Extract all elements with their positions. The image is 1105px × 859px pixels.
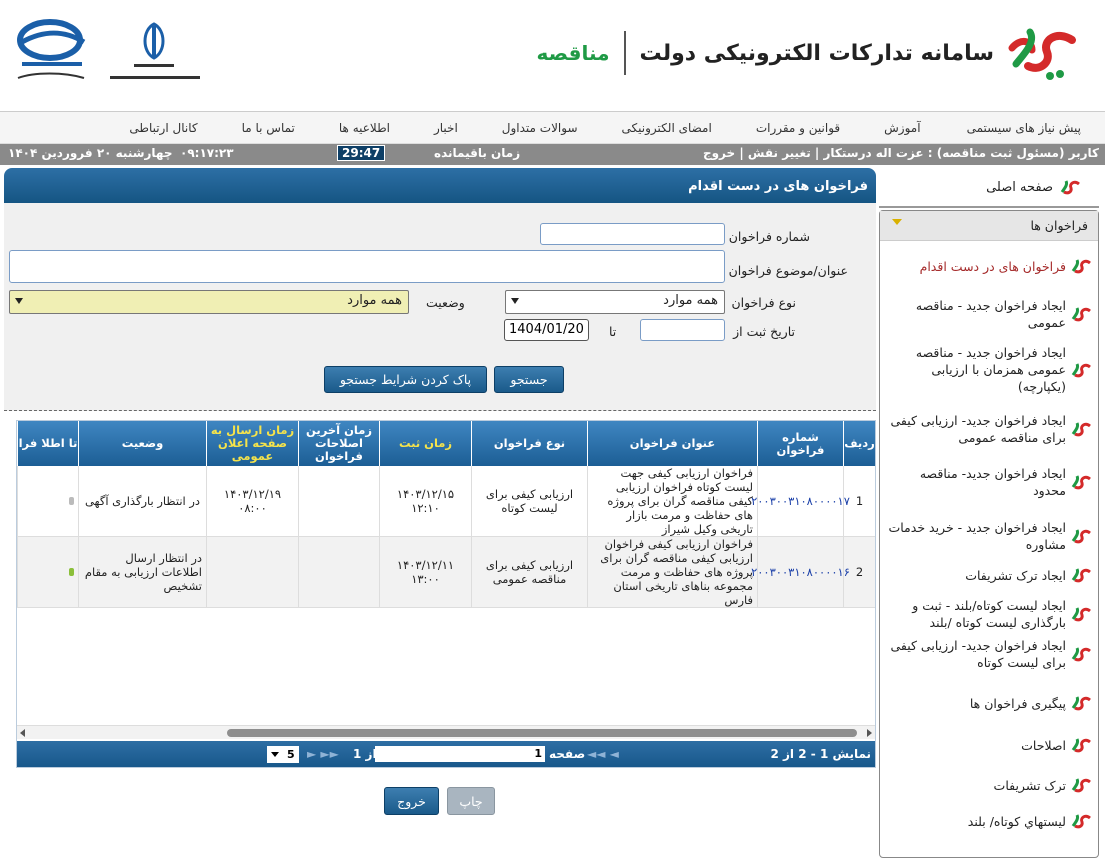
sidebar-item[interactable]	[880, 736, 1098, 754]
page-size-select[interactable]	[267, 746, 299, 763]
government-logos-icon	[14, 12, 214, 102]
sidebar-section-header[interactable]	[880, 211, 1098, 241]
cell-number[interactable]: ۲۰۰۳۰۰۳۱۰۸۰۰۰۰۱۶	[757, 537, 843, 607]
horizontal-scrollbar[interactable]	[17, 725, 875, 739]
main-panel	[4, 168, 876, 858]
clock: ۰۹:۱۷:۲۳	[180, 146, 234, 160]
sidebar-item-label: ایجاد لیست کوتاه/بلند - ثبت و بارگذاری لیست کوتاه /بلند	[912, 598, 1066, 630]
search-form	[4, 203, 876, 411]
cell-reg-time: ۱۴۰۳/۱۲/۱۵ ۱۲:۱۰	[379, 466, 471, 536]
status-select-value: همه موارد	[347, 293, 402, 308]
sidebar-item-label: اصلاحات	[1021, 737, 1066, 753]
remaining-time-label: زمان باقیمانده	[434, 146, 521, 160]
cell-status: در انتظار ارسال اطلاعات ارزیابی به مقام تشخیص	[78, 537, 206, 607]
pager	[17, 741, 875, 768]
col-reg-time-header[interactable]: زمان ثبت	[379, 421, 471, 466]
chevron-down-icon	[15, 298, 23, 304]
setad-mini-icon	[1059, 178, 1081, 196]
sidebar-item[interactable]	[880, 465, 1098, 499]
cell-type: ارزیابی کیفی برای لیست کوتاه	[471, 466, 587, 536]
setad-mini-icon	[1070, 257, 1092, 275]
session-timer: 29:47	[337, 145, 385, 161]
sidebar-item-label: ترک تشریفات	[993, 777, 1066, 793]
title-divider	[624, 31, 626, 75]
sidebar-item[interactable]	[880, 597, 1098, 631]
setad-mini-icon	[1070, 527, 1092, 545]
clear-filters-button[interactable]: پاک کردن شرایط جستجو	[324, 366, 487, 393]
setad-mini-icon	[1070, 420, 1092, 438]
top-navigation	[0, 112, 1105, 144]
pager-summary: نمایش 1 - 2 از 2	[770, 747, 871, 761]
setad-mini-icon	[1070, 736, 1092, 754]
setad-mini-icon	[1070, 776, 1092, 794]
subject-label: عنوان/موضوع فراخوان	[728, 263, 848, 278]
sidebar-item[interactable]	[880, 776, 1098, 794]
sidebar-item[interactable]	[880, 297, 1098, 331]
pager-page-label: صفحه	[549, 747, 586, 761]
sidebar-item-label: ایجاد فراخوان جدید - مناقصه عمومی	[915, 298, 1066, 330]
nav-link-prerequisites[interactable]: پیش نیاز های سیستمی	[966, 120, 1081, 135]
nav-link-training[interactable]: آموزش	[884, 120, 921, 135]
grid-header	[17, 421, 875, 466]
nav-link-news[interactable]: اخبار	[433, 120, 458, 135]
nav-link-e-signature[interactable]: امضای الکترونیکی	[621, 120, 712, 135]
sidebar-item[interactable]	[880, 412, 1098, 446]
status-bar	[0, 144, 1105, 165]
sidebar-item[interactable]	[880, 812, 1098, 830]
setad-mini-icon	[1070, 605, 1092, 623]
number-label: شماره فراخوان	[728, 229, 810, 244]
col-type-header: نوع فراخوان	[471, 421, 587, 466]
row-action-icon[interactable]	[17, 466, 78, 536]
table-row[interactable]	[17, 537, 875, 608]
cell-type: ارزیابی کیفی برای مناقصه عمومی	[471, 537, 587, 607]
sidebar-item-label: پیگیری فراخوان ها	[969, 695, 1066, 711]
nav-link-contact[interactable]: تماس با ما	[241, 120, 295, 135]
sidebar-item-label: ایجاد ترک تشریفات	[965, 567, 1066, 583]
setad-mini-icon	[1070, 645, 1092, 663]
date-to-input[interactable]: 1404/01/20	[504, 319, 589, 341]
status-label: وضعیت	[426, 295, 465, 310]
search-button[interactable]: جستجو	[494, 366, 564, 393]
col-extra-header: تا اطلا فرا	[17, 421, 78, 466]
sidebar-item[interactable]	[880, 257, 1098, 275]
exit-button[interactable]: خروج	[384, 787, 439, 815]
setad-mini-icon	[1070, 694, 1092, 712]
pager-of-label: از 1	[353, 747, 377, 761]
setad-mini-icon	[1070, 566, 1092, 584]
chevron-down-icon	[271, 752, 279, 757]
pager-first-prev-icons[interactable]: ◄◄ ◄	[587, 747, 619, 761]
divider	[4, 410, 876, 411]
sidebar-item-label: ایجاد فراخوان جدید - خرید خدمات مشاوره	[888, 520, 1066, 552]
current-date: چهارشنبه ۲۰ فروردین ۱۴۰۴	[8, 146, 173, 160]
setad-mini-icon	[1070, 361, 1092, 379]
sidebar-item[interactable]	[880, 519, 1098, 553]
header	[0, 0, 1105, 112]
scroll-right-icon[interactable]	[867, 729, 872, 737]
date-from-input[interactable]	[640, 319, 725, 341]
cell-pub-time	[206, 537, 298, 607]
chevron-down-icon	[892, 219, 902, 225]
page-title: فراخوان های در دست اقدام	[4, 168, 876, 203]
sidebar	[879, 168, 1099, 858]
sidebar-item-label: فراخوان های در دست اقدام	[919, 258, 1066, 274]
cell-title: فراخوان ارزیابی کیفی فراخوان ارزیابی کیفی مناقصه گران برای پروژه های حفاظت و مرمت مجموعه بناهای تاریخی استان فارس	[587, 537, 757, 607]
sidebar-home-label: صفحه اصلی	[986, 179, 1053, 195]
type-select-value: همه موارد	[663, 293, 718, 308]
setad-mini-icon	[1070, 305, 1092, 323]
type-label: نوع فراخوان	[731, 295, 796, 310]
sidebar-menu	[879, 210, 1099, 858]
date-from-label: تاریخ ثبت از	[733, 324, 795, 339]
sidebar-home[interactable]	[879, 168, 1099, 208]
nav-link-faq[interactable]: سوالات متداول	[501, 120, 578, 135]
sidebar-item-label: ایجاد فراخوان جدید - مناقصه عمومی همزمان با ارزیابی (یکپارچه)	[915, 345, 1066, 394]
cell-title: فراخوان ارزیابی کیفی جهت لیست کوتاه فراخوان ارزیابی کیفی مناقصه گران برای پروژه های حفاظت و مرمت بازار تاریخی وکیل شیراز	[587, 466, 757, 536]
pager-page-input[interactable]: 1	[375, 746, 545, 762]
nav-link-channel[interactable]: کانال ارتباطی	[129, 120, 198, 135]
scroll-left-icon[interactable]	[20, 729, 25, 737]
table-row[interactable]	[17, 466, 875, 537]
sidebar-item[interactable]	[880, 694, 1098, 712]
print-button[interactable]: چاپ	[447, 787, 495, 815]
setad-mini-icon	[1070, 812, 1092, 830]
cell-edit-time	[298, 537, 379, 607]
date-to-label: تا	[609, 324, 617, 339]
sidebar-item-label: ایجاد فراخوان جدید- ارزیابی کیفی برای مناقصه عمومی	[890, 413, 1066, 445]
pager-next-last-icons[interactable]: ► ►►	[307, 747, 339, 761]
cell-idx: 2	[843, 537, 875, 607]
sidebar-section-title: فراخوان ها	[1030, 218, 1088, 233]
brand	[537, 18, 1077, 88]
sidebar-item[interactable]	[880, 637, 1098, 671]
results-grid	[16, 420, 876, 768]
col-edit-time-header: زمان آخرین اصلاحات فراخوان	[298, 421, 379, 466]
setad-mini-icon	[1070, 473, 1092, 491]
cell-reg-time: ۱۴۰۳/۱۲/۱۱ ۱۳:۰۰	[379, 537, 471, 607]
page-size-value: 5	[287, 748, 295, 761]
scrollbar-thumb[interactable]	[227, 729, 857, 737]
status-select[interactable]	[9, 290, 409, 314]
setad-logo-icon	[1002, 18, 1077, 88]
sidebar-item-label: لیستهاي کوتاه/ بلند	[967, 813, 1066, 829]
cell-number[interactable]: ۲۰۰۳۰۰۳۱۰۸۰۰۰۰۱۷	[757, 466, 843, 536]
cell-edit-time	[298, 466, 379, 536]
cell-pub-time: ۱۴۰۳/۱۲/۱۹ ۰۸:۰۰	[206, 466, 298, 536]
sidebar-item-label: ایجاد فراخوان جدید- ارزیابی کیفی برای لیست کوتاه	[890, 638, 1066, 670]
number-input[interactable]	[540, 223, 725, 245]
module-title: مناقصه	[536, 41, 610, 65]
sidebar-item[interactable]	[880, 566, 1098, 584]
nav-link-regulations[interactable]: قوانین و مقررات	[755, 120, 841, 135]
col-pub-time-header[interactable]: زمان ارسال به صفحه اعلان عمومی	[206, 421, 298, 466]
nav-link-announcements[interactable]: اطلاعیه ها	[338, 120, 390, 135]
row-action-icon[interactable]	[17, 537, 78, 607]
type-select[interactable]	[505, 290, 725, 314]
col-index-header: ردیف	[843, 421, 875, 466]
col-status-header: وضعیت	[78, 421, 206, 466]
sidebar-item[interactable]	[880, 344, 1098, 395]
chevron-down-icon	[511, 298, 519, 304]
cell-status: در انتظار بارگذاری آگهی	[78, 466, 206, 536]
sidebar-item-label: ایجاد فراخوان جدید- مناقصه محدود	[919, 466, 1066, 498]
user-info[interactable]: کاربر (مسئول ثبت مناقصه) : عزت اله درستکار | تغییر نقش | خروج	[702, 146, 1099, 160]
cell-idx: 1	[843, 466, 875, 536]
col-number-header: شماره فراخوان	[757, 421, 843, 466]
subject-input[interactable]	[9, 250, 725, 283]
app-title: سامانه تدارکات الکترونیکی دولت	[639, 40, 994, 66]
col-title-header: عنوان فراخوان	[587, 421, 757, 466]
